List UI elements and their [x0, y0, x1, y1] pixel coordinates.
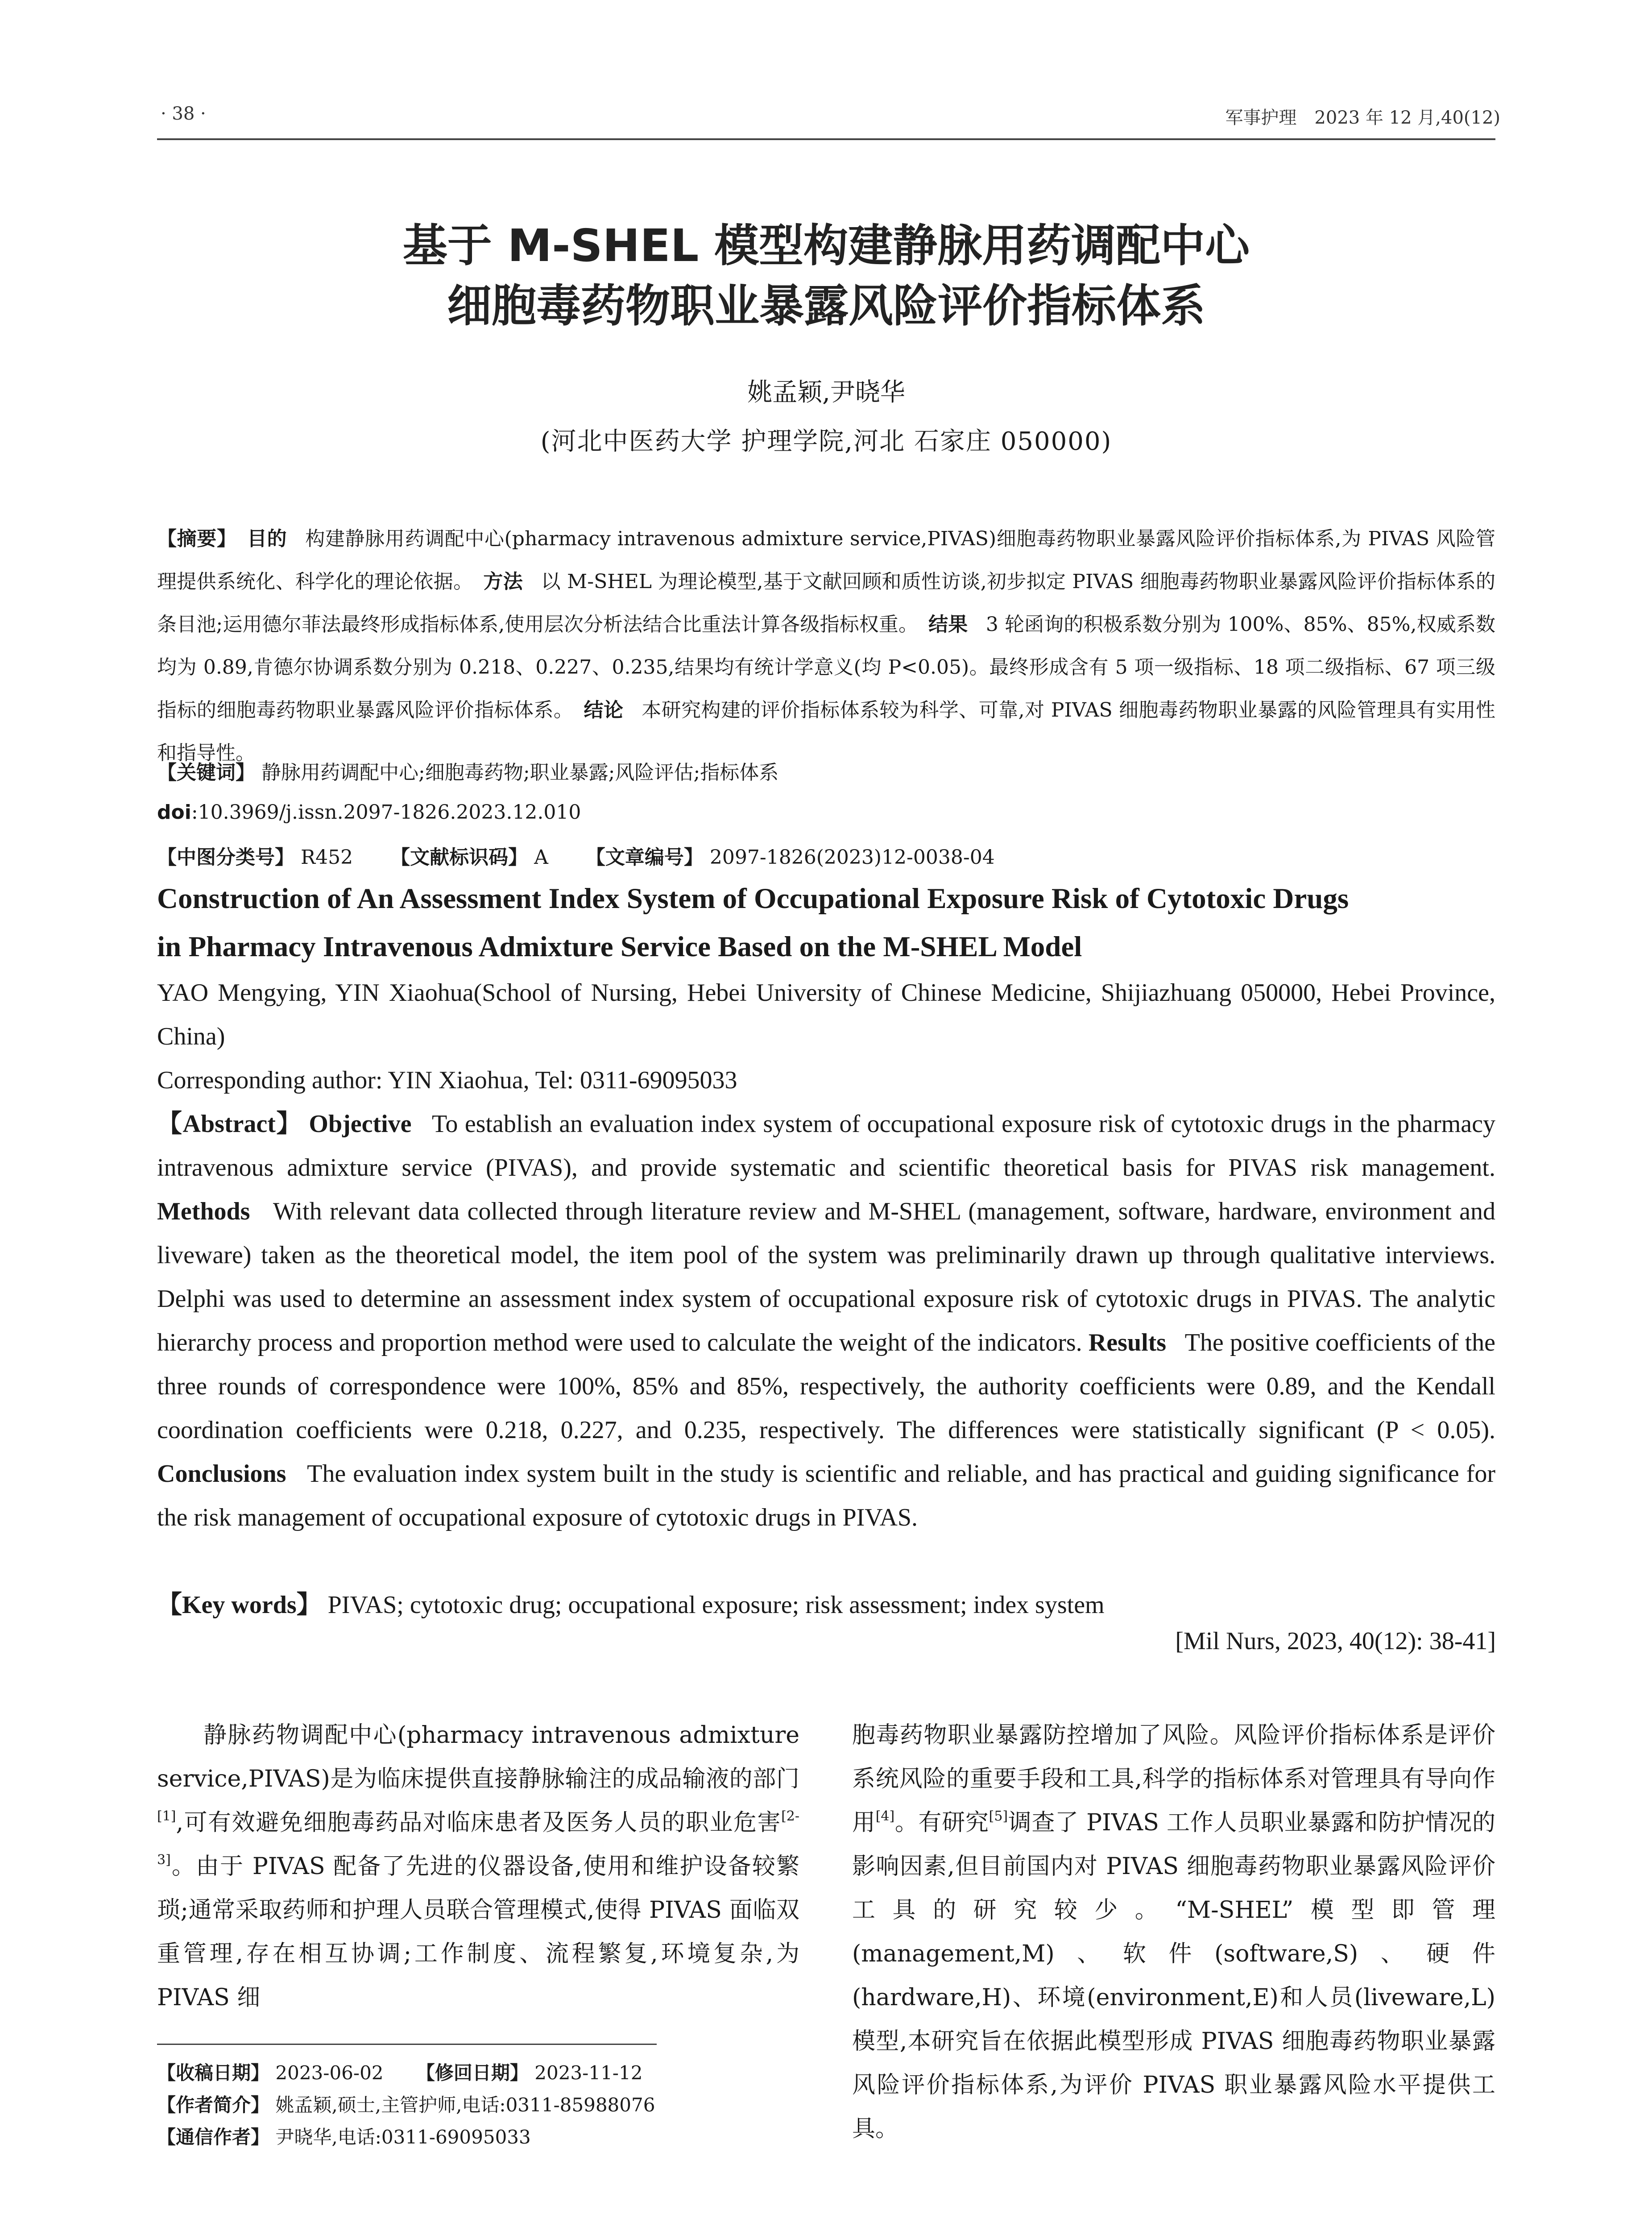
article-no-value: 2097-1826(2023)12-0038-04	[709, 846, 995, 869]
english-title-line-2: in Pharmacy Intravenous Admixture Service Based on the M-SHEL Model	[157, 931, 1082, 963]
english-title-line-1: Construction of An Assessment Index System of Occupational Exposure Risk of Cytotoxic Drugs	[157, 883, 1349, 915]
methods-label-en: Methods	[157, 1198, 250, 1225]
clc-label: 【中图分类号】	[157, 846, 294, 869]
abstract-zh-label: 【摘要】	[157, 527, 237, 550]
keywords-en-text: PIVAS; cytotoxic drug; occupational exposure; risk assessment; index system	[327, 1591, 1105, 1619]
doi-value[interactable]: :10.3969/j.issn.2097-1826.2023.12.010	[191, 801, 581, 824]
doi-label: doi	[157, 801, 191, 824]
results-zh: 3 轮函询的积极系数分别为 100%、85%、85%,权威系数均为 0.89,肯德尔协调系数分别为 0.218、0.227、0.235,结果均有统计学意义(均 P<0.05)。最终形成含有 5 项一级指标、18 项二级指标、67 项三级指标的细胞毒药物职业暴露风险评价指标体系。	[157, 613, 1495, 722]
keywords-zh	[157, 756, 1495, 785]
body-text: 调查了 PIVAS 工作人员职业暴露和防护情况的影响因素,但目前国内对 PIVAS 细胞毒药物职业暴露风险评价工具的研究较少。“M-SHEL”模型即管理(management,M)、软件(software,S)、硬件(hardware,H)、环境(environment,E)和人员(liveware,L)模型,本研究旨在依据此模型形成 PIVAS 细胞毒药物职业暴露风险评价指标体系,为评价 PIVAS 职业暴露风险水平提供工具。	[852, 1809, 1495, 2142]
body-left-column	[157, 1713, 799, 2020]
header-rule	[157, 138, 1495, 140]
conclusion-label-zh: 结论	[584, 699, 624, 722]
reference-marker[interactable]: [5]	[989, 1808, 1008, 1824]
objective-zh: 构建静脉用药调配中心(pharmacy intravenous admixture service,PIVAS)细胞毒药物职业暴露风险评价指标体系,为 PIVAS 风险管理提供系统化、科学化的理论依据。	[157, 527, 1495, 593]
objective-label-zh: 目的	[247, 527, 287, 550]
results-en: The positive coefficients of the three rounds of correspondence were 100%, 85% and 85%, respectively, the authority coefficients were 0.89, and the Kendall coordination coefficients were 0.218, 0.227, and 0.235, respectively. The differences were statistically significant (P < 0.05).	[157, 1329, 1495, 1444]
doc-code-value: A	[534, 846, 548, 869]
body-text: ,可有效避免细胞毒药品对临床患者及医务人员的职业危害	[176, 1809, 782, 1836]
title-line-2: 细胞毒药物职业暴露风险评价指标体系	[447, 280, 1205, 332]
corresponding-author: Corresponding author: YIN Xiaohua, Tel: 0311-69095033	[157, 1066, 737, 1094]
revised-label: 【修回日期】	[416, 2062, 529, 2084]
conclusion-zh: 本研究构建的评价指标体系较为科学、可靠,对 PIVAS 细胞毒药物职业暴露的风险管理具有实用性和指导性。	[157, 699, 1495, 764]
doc-code-label: 【文献标识码】	[390, 846, 528, 869]
abstract-en-label: 【Abstract】	[157, 1110, 302, 1138]
revised-date: 2023-11-12	[534, 2062, 643, 2084]
reference-marker[interactable]: [4]	[875, 1808, 895, 1824]
abstract-en	[157, 1102, 1495, 1539]
keywords-zh-label: 【关键词】	[157, 761, 255, 784]
classification-line	[157, 841, 1495, 870]
body-text: 。有研究	[894, 1809, 989, 1836]
affiliation: (河北中医药大学 护理学院,河北 石家庄 050000)	[540, 427, 1112, 456]
author-bio: 姚孟颖,硕士,主管护师,电话:0311-85988076	[275, 2094, 655, 2116]
footnote-dates	[157, 2057, 799, 2089]
body-right-column	[852, 1713, 1495, 2151]
body-text: 。由于 PIVAS 配备了先进的仪器设备,使用和维护设备较繁琐;通常采取药师和护理人员联合管理模式,使得 PIVAS 面临双重管理,存在相互协调;工作制度、流程繁复,环境复杂,为 PIVAS 细	[157, 1853, 799, 2011]
article-no-label: 【文章编号】	[585, 846, 704, 869]
body-text: 胞毒药物职业暴露防控增加了风险。风险评价指标体系是评价系统风险的重要手段和工具,科学的指标体系对管理具有导向作用	[852, 1722, 1495, 1836]
received-date: 2023-06-02	[275, 2062, 384, 2084]
journal-header: 军事护理 2023 年 12 月,40(12)	[1225, 108, 1500, 128]
methods-zh: 以 M-SHEL 为理论模型,基于文献回顾和质性访谈,初步拟定 PIVAS 细胞毒药物职业暴露风险评价指标体系的条目池;运用德尔菲法最终形成指标体系,使用层次分析法结合比重法计算各级指标权重。	[157, 570, 1495, 636]
received-label: 【收稿日期】	[157, 2062, 270, 2084]
methods-en: With relevant data collected through literature review and M-SHEL (management, software, hardware, environment and liveware) taken as the theoretical model, the item pool of the system was preliminarily drawn up through qualitative interviews. Delphi was used to determine an assessment index system of occupational exposure risk of cytotoxic drugs in PIVAS. The analytic hierarchy process and proportion method were used to calculate the weight of the indicators.	[157, 1198, 1495, 1356]
footnote-corresponding	[157, 2121, 799, 2153]
authors: 姚孟颖,尹晓华	[747, 378, 905, 407]
keywords-en	[157, 1583, 1495, 1627]
abstract-zh	[157, 518, 1495, 775]
keywords-en-label: 【Key words】	[157, 1591, 322, 1619]
clc-value: R452	[301, 846, 353, 869]
body-text: 静脉药物调配中心(pharmacy intravenous admixture service,PIVAS)是为临床提供直接静脉输注的成品输液的部门	[157, 1722, 799, 1792]
corresponding-info: 尹晓华,电话:0311-69095033	[275, 2126, 531, 2148]
objective-en: To establish an evaluation index system of occupational exposure risk of cytotoxic drugs in the pharmacy intravenous admixture service (PIVAS), and provide systematic and scientific theoretical basis for PIVAS risk management.	[157, 1110, 1496, 1182]
corresponding-label: 【通信作者】	[157, 2126, 270, 2148]
objective-label-en: Objective	[309, 1110, 412, 1138]
footnote-rule	[157, 2044, 657, 2045]
conclusions-label-en: Conclusions	[157, 1460, 286, 1488]
english-authors: YAO Mengying, YIN Xiaohua(School of Nursing, Hebei University of Chinese Medicine, Shijiazhuang 050000, Hebei Province, China)	[157, 979, 1495, 1050]
page-number: · 38 ·	[161, 104, 206, 124]
reference-marker[interactable]: [2-3]	[157, 1808, 799, 1868]
citation: [Mil Nurs, 2023, 40(12): 38-41]	[1175, 1627, 1496, 1655]
author-bio-label: 【作者简介】	[157, 2094, 270, 2116]
doi-line	[157, 801, 1495, 824]
reference-marker[interactable]: [1]	[157, 1808, 176, 1824]
conclusions-en: The evaluation index system built in the study is scientific and reliable, and has practical and guiding significance for the risk management of occupational exposure of cytotoxic drugs in PIVAS.	[157, 1460, 1495, 1531]
keywords-zh-text: 静脉用药调配中心;细胞毒药物;职业暴露;风险评估;指标体系	[261, 761, 779, 784]
footnote-author	[157, 2089, 799, 2121]
results-label-zh: 结果	[928, 613, 968, 636]
results-label-en: Results	[1088, 1329, 1167, 1356]
title-line-1: 基于 M-SHEL 模型构建静脉用药调配中心	[402, 220, 1250, 272]
methods-label-zh: 方法	[483, 570, 523, 593]
